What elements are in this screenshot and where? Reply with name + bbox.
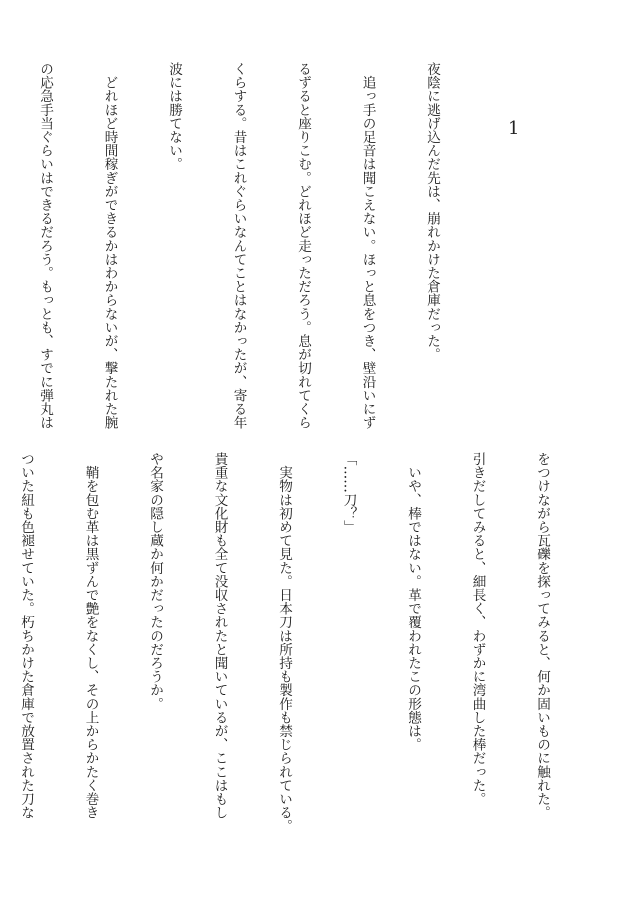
text-line: 鞘を包む革は黒ずんで艶をなくし、その上からかたく巻き xyxy=(82,452,99,820)
text-line: 貴重な文化財も全て没収されたと聞いているが、ここはもし xyxy=(211,452,228,820)
text-line: 実物は初めて見た。日本刀は所持も製作も禁じられている。 xyxy=(276,452,292,833)
text-line: や名家の隠し蔵か何かだったのだろうか。 xyxy=(147,452,163,711)
text-line: 夜陰に逃げ込んだ先は、崩れかけた倉庫だった。 xyxy=(424,62,440,362)
text-line: 波には勝てない。 xyxy=(166,62,182,171)
text-line: くらする。昔はこれぐらいなんてことはなかったが、寄る年 xyxy=(230,62,247,430)
text-line: いや、棒ではない。革で覆われたこの形態は。 xyxy=(405,452,421,752)
text-line: どれほど時間稼ぎができるかはわからないが、撃たれた腕 xyxy=(101,62,118,430)
text-line: 引きだしてみると、細長く、わずかに湾曲した棒だった。 xyxy=(469,452,486,806)
text-line: をつけながら瓦礫を探ってみると、何か固いものに触れた。 xyxy=(534,452,550,820)
text-line: 「……刀？」 xyxy=(340,452,357,534)
text-block-lower xyxy=(18,452,595,842)
text-block-upper xyxy=(37,62,485,447)
text-line: ついた紐も色褪せていた。朽ちかけた倉庫で放置された刀な xyxy=(18,452,34,820)
chapter-number: 1 xyxy=(508,118,520,139)
text-line: るずると座りこむ。どれほど走っただろう。息が切れてくら xyxy=(295,62,311,430)
text-line: の応急手当ぐらいはできるだろう。もっとも、すでに弾丸は xyxy=(37,62,53,430)
text-line: 追っ手の足音は聞こえない。ほっと息をつき、壁沿いにず xyxy=(359,62,376,430)
